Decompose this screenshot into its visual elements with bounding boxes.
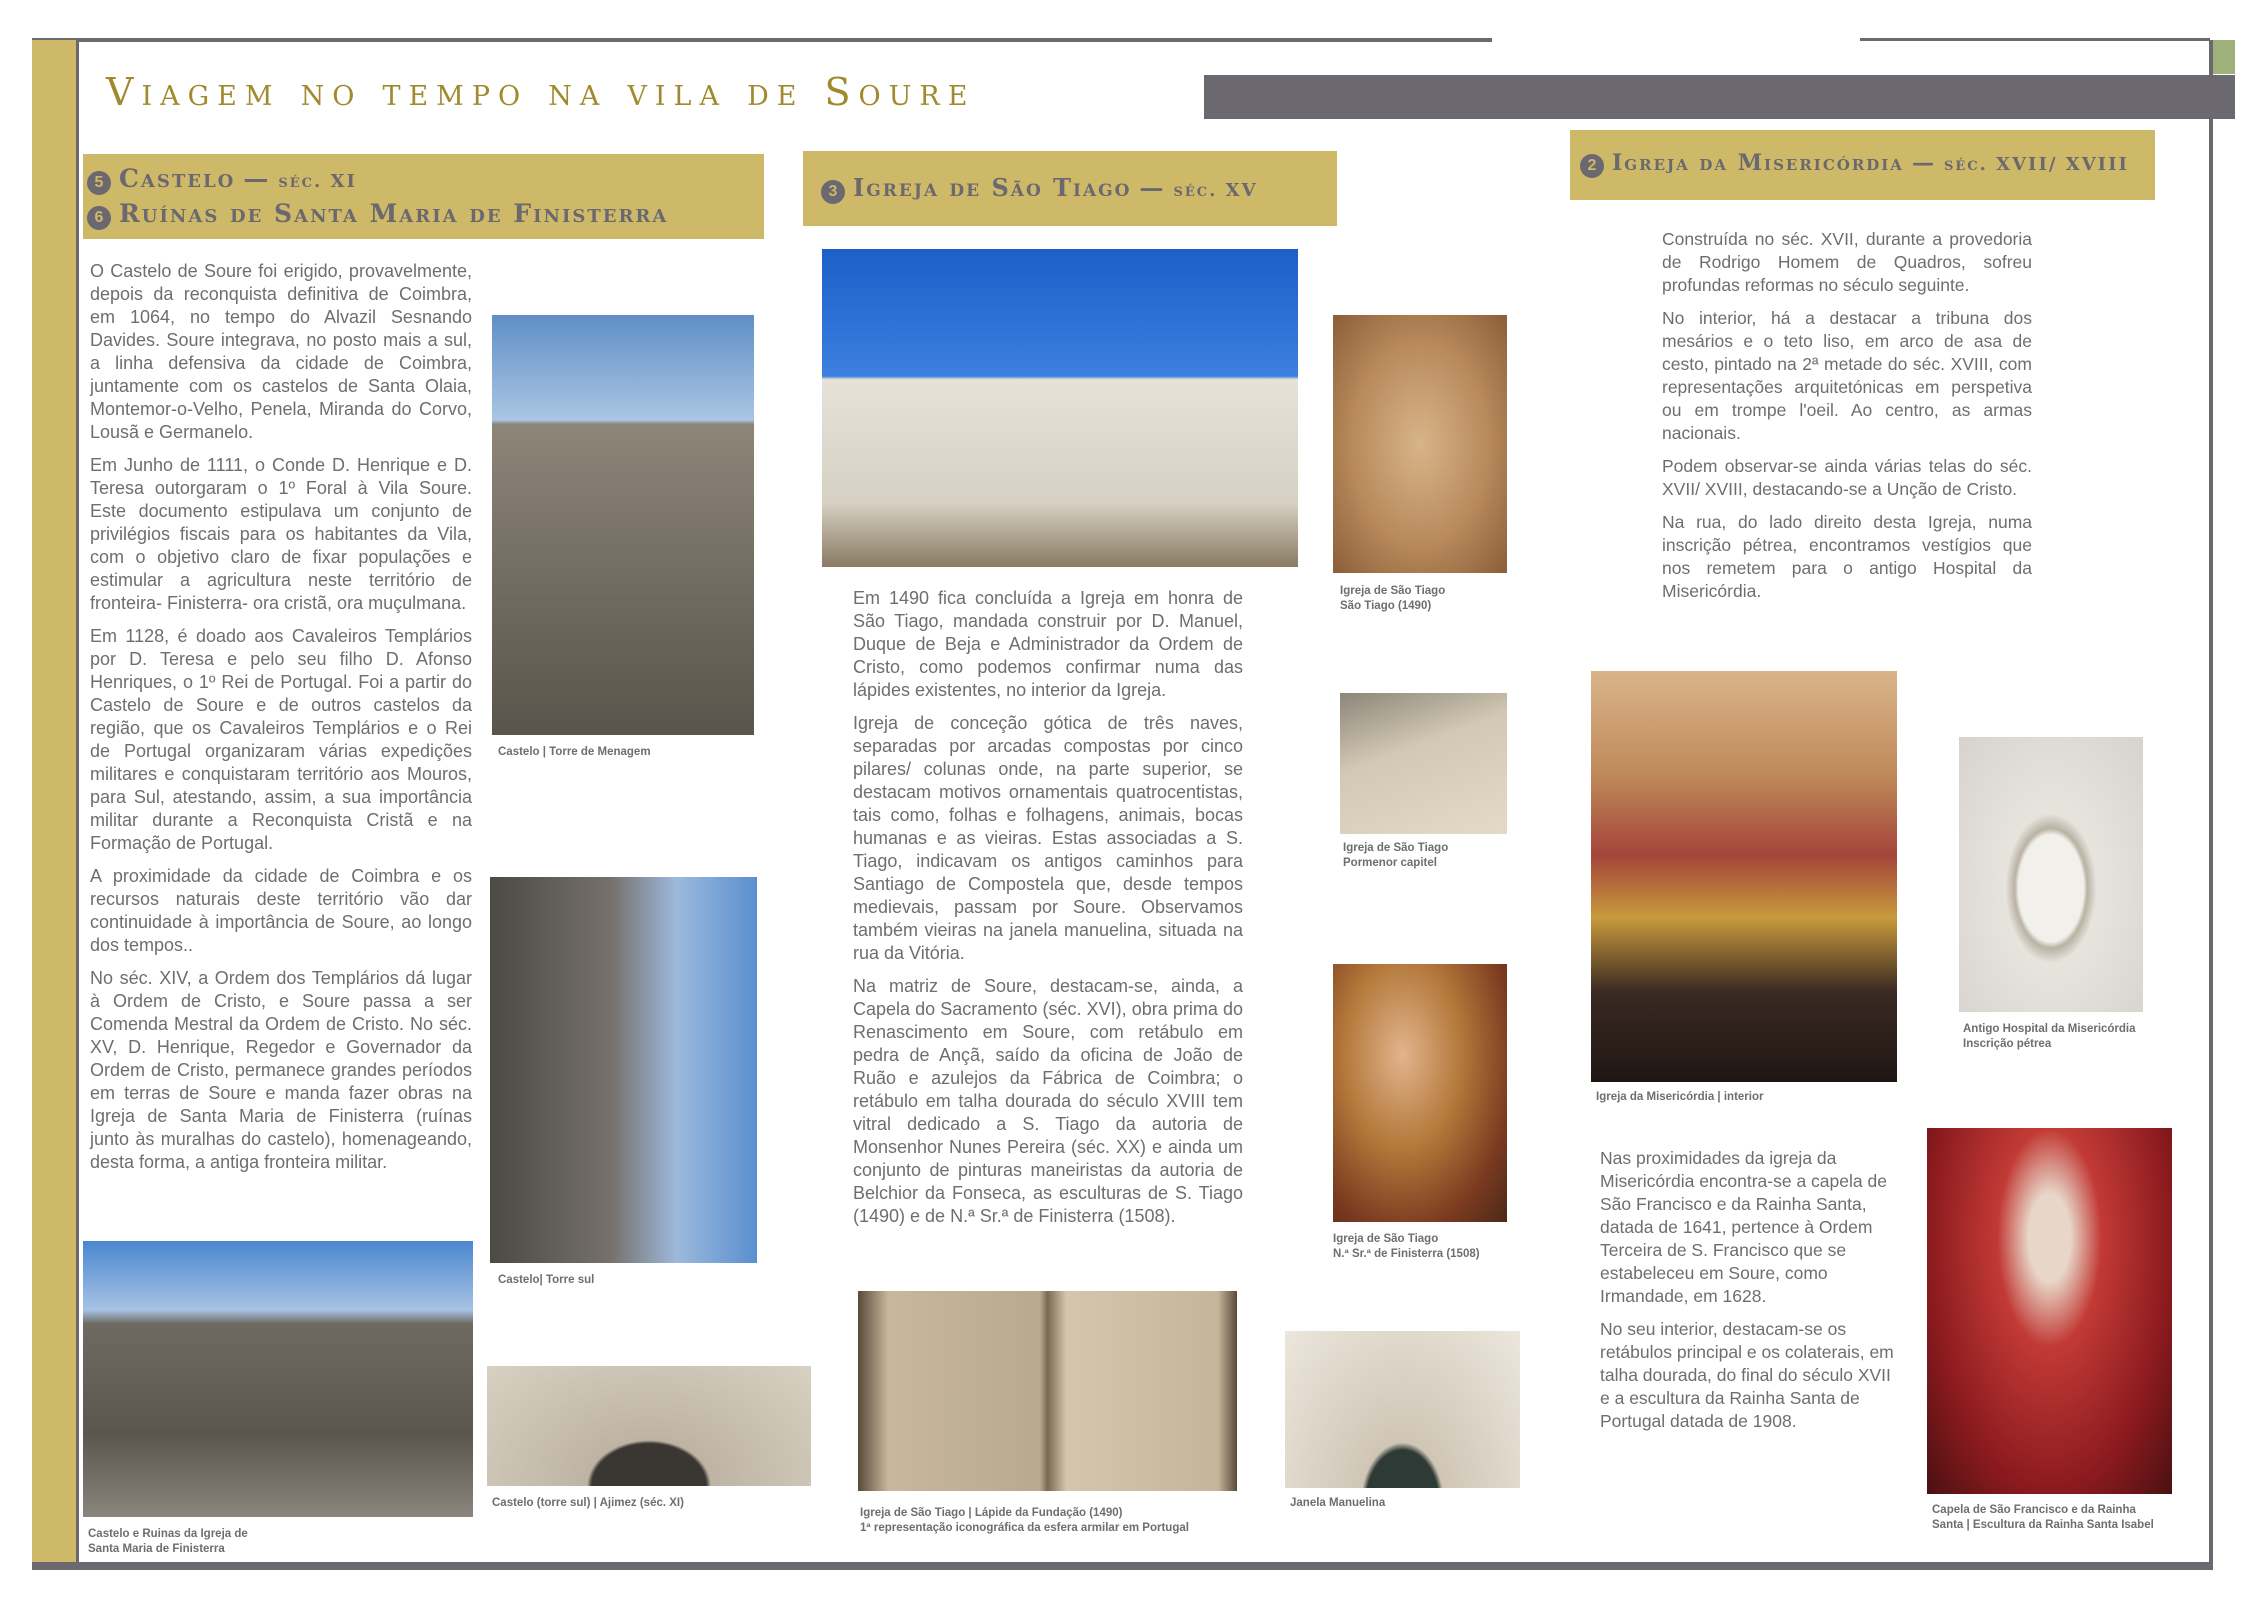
number-badge: 3 [821, 180, 845, 204]
corner-accent [2213, 40, 2235, 74]
photo-madonna [1333, 964, 1507, 1222]
paragraph: Igreja de conceção gótica de três naves, separadas por arcadas compostas por cinco pilares/ colunas onde, na parte superior, se destacam motivos ornamentais quatrocentistas, tais como, folhas e folhagens, animais, bocas humanas e as vieiras. Estas associadas a S. Tiago, indicavam os antigos caminhos para Santiago de Compostela que, desde tempos medievais, passam por Soure. Observamos também vieiras na janela manuelina, situada na rua da Vitória. [853, 713, 1243, 963]
photo-ajimez [487, 1366, 811, 1486]
caption-line: São Tiago (1490) [1340, 600, 1432, 612]
caption-line: Pormenor capitel [1343, 857, 1437, 869]
photo-torre-menagem [492, 315, 754, 735]
caption [1333, 1232, 1480, 1262]
caption [1932, 1503, 2154, 1533]
paragraph: Em 1128, é doado aos Cavaleiros Templários por D. Teresa e pelo seu filho D. Afonso Henriques, o 1º Rei de Portugal. Foi a partir do Castelo de Soure e de outros castelos da região, que os Cavaleiros Templários e o Rei de Portugal organizaram várias expedições militares e conquistaram território aos Mouros, para Sul, atestando, assim, a sua importância militar durante a Reconquista Cristã e na Formação de Portugal. [90, 626, 472, 853]
paragraph: Nas proximidades da igreja da Misericórdia encontra-se a capela de São Francisco e da Rainha Santa, datada de 1641, pertence à Ordem Terceira de S. Francisco que se estabeleceu em Soure, como Irmandade, em 1628. [1600, 1148, 1887, 1306]
capela-text [1600, 1147, 1900, 1443]
caption-line: Santa Maria de Finisterra [88, 1543, 225, 1555]
caption: Castelo | Torre de Menagem [498, 746, 651, 758]
caption-line: Igreja de São Tiago | Lápide da Fundação (1490) [860, 1507, 1123, 1519]
caption-line: 1ª representação iconográfica da esfera armilar em Portugal [860, 1522, 1189, 1534]
number-badge: 6 [87, 206, 111, 230]
castelo-text [90, 260, 472, 1184]
misericordia-text [1662, 228, 2032, 613]
left-rule [76, 40, 79, 1568]
caption-line: N.ª Sr.ª de Finisterra (1508) [1333, 1248, 1480, 1260]
photo-rainha-santa [1927, 1128, 2172, 1494]
paragraph: Em Junho de 1111, o Conde D. Henrique e D. Teresa outorgaram o 1º Foral à Vila Soure. Este documento estipulava um conjunto de privilégios fiscais para os habitantes da Vila, com o objetivo claro de fixar populações e estimular a agricultura neste território de fronteira- Finisterra- ora cristã, ora muçulmana. [90, 455, 472, 613]
dash-separator: — [1911, 150, 1936, 176]
photo-misericordia-interior [1591, 671, 1897, 1082]
photo-statue-sao-tiago [1333, 315, 1507, 573]
paragraph: A proximidade da cidade de Coimbra e os recursos naturais deste território vão dar continuidade à importância de Soure, ao longo dos tempos.. [90, 866, 472, 955]
caption [1963, 1022, 2136, 1052]
misericordia-header [1570, 130, 2155, 200]
caption-line: Castelo e Ruinas da Igreja de [88, 1528, 248, 1540]
bottom-rule [32, 1562, 2213, 1570]
paragraph: Podem observar-se ainda várias telas do séc. XVII/ XVIII, destacando-se a Unção de Cristo. [1662, 456, 2032, 499]
caption-line: Igreja de São Tiago [1333, 1233, 1439, 1245]
caption-line: Antigo Hospital da Misericórdia [1963, 1023, 2136, 1035]
caption [860, 1506, 1189, 1536]
caption [1340, 584, 1445, 614]
top-rule-right [1860, 38, 2210, 41]
heading-ruinas: Ruínas de Santa Maria de Finisterra [119, 199, 669, 228]
dash-separator: — [1139, 173, 1166, 202]
left-gold-bar [32, 40, 76, 1568]
dash-separator: — [243, 164, 271, 193]
caption: Castelo| Torre sul [498, 1274, 595, 1286]
heading-misericordia: Igreja da Misericórdia [1612, 150, 1904, 176]
photo-janela-manuelina [1285, 1331, 1520, 1488]
caption-line: Santa | Escultura da Rainha Santa Isabel [1932, 1519, 2154, 1531]
caption-line: Capela de São Francisco e da Rainha [1932, 1504, 2136, 1516]
paragraph: O Castelo de Soure foi erigido, provavelmente, depois da reconquista definitiva de Coimbra, em 1064, no tempo do Alvazil Sesnando Davides. Soure integrava, no posto mais a sul, a linha defensiva da cidade de Coimbra, juntamente com os castelos de Santa Olaia, Montemor-o-Velho, Penela, Miranda do Corvo, Lousã e Germanelo. [90, 261, 472, 442]
caption [88, 1527, 248, 1557]
photo-hospital-inscricao [1959, 737, 2143, 1012]
top-rule [32, 38, 1492, 42]
caption-line: Igreja de São Tiago [1343, 842, 1449, 854]
castelo-header [83, 154, 764, 239]
number-badge: 5 [87, 171, 111, 195]
paragraph: Construída no séc. XVII, durante a provedoria de Rodrigo Homem de Quadros, sofreu profundas reformas no século seguinte. [1662, 229, 2032, 295]
heading-castelo: Castelo [119, 164, 236, 193]
photo-igreja-sao-tiago [822, 249, 1298, 567]
photo-lapide [858, 1291, 1237, 1491]
sao-tiago-header [803, 151, 1337, 226]
photo-capitel [1340, 693, 1507, 834]
paragraph: Na rua, do lado direito desta Igreja, numa inscrição pétrea, encontramos vestígios que nos remetem para o antigo Hospital da Misericórdia. [1662, 512, 2032, 601]
number-badge: 2 [1580, 154, 1604, 178]
paragraph: No interior, há a destacar a tribuna dos mesários e o teto liso, em arco de asa de cesto, pintado na 2ª metade do séc. XVIII, com representações arquitetónicas em perspetiva ou em trompe l'oeil. Ao centro, as armas nacionais. [1662, 308, 2032, 443]
title-bar [1204, 75, 2235, 119]
heading-sao-tiago: Igreja de São Tiago [853, 173, 1132, 202]
sao-tiago-text [853, 587, 1243, 1238]
right-rule [2209, 40, 2213, 1568]
century: séc. XV [1173, 180, 1258, 201]
paragraph: No séc. XIV, a Ordem dos Templários dá lugar à Ordem de Cristo, e Soure passa a ser Comenda Mestral da Ordem de Cristo. No séc. XV, D. Henrique, Regedor e Governador da Ordem de Cristo, permanece grandes períodos em terras de Soure e manda fazer obras na Igreja de Santa Maria de Finisterra (ruínas junto às muralhas do castelo), homenageando, desta forma, a antiga fronteira militar. [90, 968, 472, 1172]
caption: Castelo (torre sul) | Ajimez (séc. XI) [492, 1497, 684, 1509]
page-title: Viagem no tempo na vila de Soure [106, 70, 976, 114]
century: séc. XVII/ XVIII [1943, 154, 2129, 175]
paragraph: Em 1490 fica concluída a Igreja em honra de São Tiago, mandada construir por D. Manuel, Duque de Beja e Administrador da Ordem de Cristo, como podemos confirmar numa das lápides existentes, no interior da Igreja. [853, 588, 1243, 700]
caption-line: Igreja de São Tiago [1340, 585, 1446, 597]
caption: Igreja da Misericórdia | interior [1596, 1091, 1764, 1103]
paragraph: Na matriz de Soure, destacam-se, ainda, a Capela do Sacramento (séc. XVI), obra prima do Renascimento em Soure, com retábulo em pedra de Ançã, saído da oficina de João de Ruão e azulejos da Fábrica de Coimbra; o retábulo em talha dourada do século XVIII tem vitral dedicado a S. Tiago da autoria de Monsenhor Nunes Pereira (séc. XX) e ainda um conjunto de pinturas maneiristas da autoria de Belchior da Fonseca, as esculturas de S. Tiago (1490) e de N.ª Sr.ª de Finisterra (1508). [853, 976, 1243, 1226]
century: séc. XI [278, 171, 357, 192]
caption-line: Inscrição pétrea [1963, 1038, 2052, 1050]
caption: Janela Manuelina [1290, 1497, 1386, 1509]
paragraph: No seu interior, destacam-se os retábulos principal e os colaterais, em talha dourada, do final do século XVII e a escultura da Rainha Santa de Portugal datada de 1908. [1600, 1319, 1894, 1431]
photo-torre-sul [490, 877, 757, 1263]
photo-ruinas [83, 1241, 473, 1517]
caption [1343, 841, 1448, 871]
